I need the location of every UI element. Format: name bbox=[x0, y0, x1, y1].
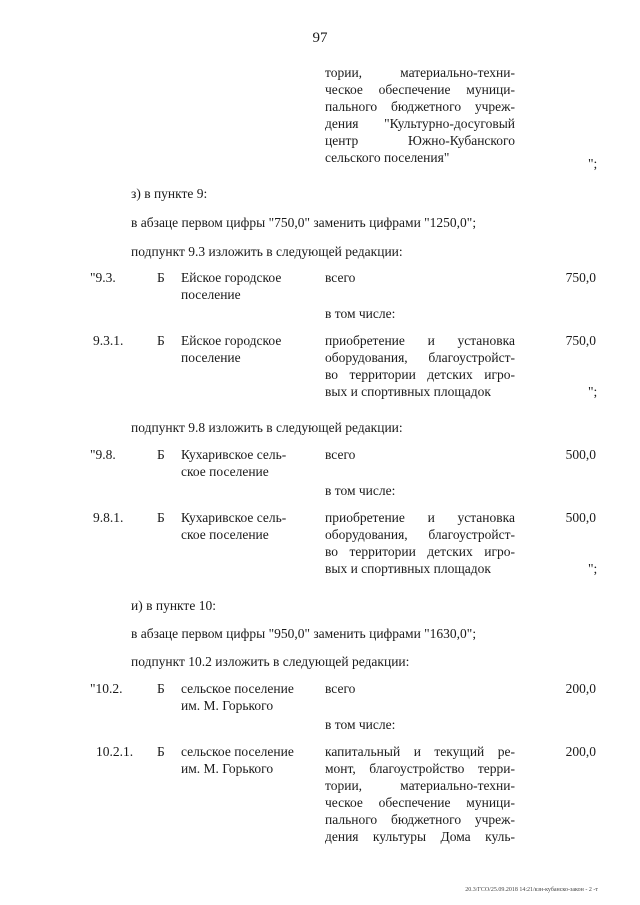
row-description-line: вых и спортивных площадок bbox=[325, 561, 491, 576]
row-amount: 200,0 bbox=[565, 744, 596, 759]
description-line: дения "Культурно-досуговый bbox=[325, 116, 515, 131]
row-number: 9.3.1. bbox=[93, 333, 124, 348]
row-name-line: поселение bbox=[181, 287, 241, 302]
row-description-line: оборудования, благоустройст- bbox=[325, 350, 515, 365]
description-line: центр Южно-Кубанского bbox=[325, 133, 515, 148]
description-line: сельского поселения" bbox=[325, 150, 450, 165]
row-description-line: капитальный и текущий ре- bbox=[325, 744, 515, 759]
closing-quote: "; bbox=[588, 156, 598, 171]
row-description-line: оборудования, благоустройст- bbox=[325, 527, 515, 542]
row-amount: 500,0 bbox=[565, 447, 596, 462]
description-line: пального бюджетного учреж- bbox=[325, 99, 515, 114]
description-line: ческое обеспечение муници- bbox=[325, 82, 515, 97]
row-name-line: Кухаривское сель- bbox=[181, 510, 287, 525]
row-number: "9.3. bbox=[90, 270, 116, 285]
row-description-line: во территории детских игро- bbox=[325, 544, 515, 559]
row-description-line: вых и спортивных площадок bbox=[325, 384, 491, 399]
closing-quote: "; bbox=[588, 384, 598, 399]
paragraph: в абзаце первом цифры "750,0" заменить цифрами "1250,0"; bbox=[131, 215, 477, 230]
row-amount: 200,0 bbox=[565, 681, 596, 696]
closing-quote: "; bbox=[588, 561, 598, 576]
paragraph: в абзаце первом цифры "950,0" заменить цифрами "1630,0"; bbox=[131, 626, 477, 641]
paragraph: подпункт 9.8 изложить в следующей редакции: bbox=[131, 420, 403, 435]
row-number: "9.8. bbox=[90, 447, 116, 462]
row-name-line: Ейское городское bbox=[181, 270, 282, 285]
row-name-line: сельское поселение bbox=[181, 744, 294, 759]
including-label: в том числе: bbox=[325, 306, 396, 321]
row-amount: 500,0 bbox=[565, 510, 596, 525]
row-category: Б bbox=[157, 510, 165, 525]
row-description-line: ческое обеспечение муници- bbox=[325, 795, 515, 810]
description-line: тории, материально-техни- bbox=[325, 65, 515, 80]
row-description-line: приобретение и установка bbox=[325, 333, 515, 348]
section-heading: и) в пункте 10: bbox=[131, 598, 216, 613]
page-number: 97 bbox=[312, 30, 328, 46]
row-category: Б bbox=[157, 744, 165, 759]
row-number: 10.2.1. bbox=[96, 744, 134, 759]
including-label: в том числе: bbox=[325, 483, 396, 498]
document-footer: 20.3/ГСО/25.09.2018 14:21/кзн-кубанско-закон - 2 -т bbox=[465, 887, 598, 893]
row-name-line: сельское поселение bbox=[181, 681, 294, 696]
row-description-line: монт, благоустройство терри- bbox=[325, 761, 515, 776]
row-amount: 750,0 bbox=[565, 270, 596, 285]
row-name-line: ское поселение bbox=[181, 527, 269, 542]
row-category: Б bbox=[157, 447, 165, 462]
row-description-line: во территории детских игро- bbox=[325, 367, 515, 382]
row-name-line: им. М. Горького bbox=[181, 698, 274, 713]
row-category: Б bbox=[157, 270, 165, 285]
row-description-line: тории, материально-техни- bbox=[325, 778, 515, 793]
row-description: всего bbox=[325, 270, 356, 285]
row-name-line: ское поселение bbox=[181, 464, 269, 479]
row-category: Б bbox=[157, 681, 165, 696]
row-name-line: Кухаривское сель- bbox=[181, 447, 287, 462]
paragraph: подпункт 9.3 изложить в следующей редакции: bbox=[131, 244, 403, 259]
row-description: всего bbox=[325, 681, 356, 696]
row-name-line: им. М. Горького bbox=[181, 761, 274, 776]
row-description: всего bbox=[325, 447, 356, 462]
section-heading: з) в пункте 9: bbox=[131, 186, 208, 201]
row-number: 9.8.1. bbox=[93, 510, 124, 525]
row-description-line: пального бюджетного учреж- bbox=[325, 812, 515, 827]
row-amount: 750,0 bbox=[565, 333, 596, 348]
row-category: Б bbox=[157, 333, 165, 348]
including-label: в том числе: bbox=[325, 717, 396, 732]
row-description-line: дения культуры Дома куль- bbox=[325, 829, 515, 844]
row-name-line: Ейское городское bbox=[181, 333, 282, 348]
paragraph: подпункт 10.2 изложить в следующей редакции: bbox=[131, 654, 410, 669]
row-name-line: поселение bbox=[181, 350, 241, 365]
row-number: "10.2. bbox=[90, 681, 123, 696]
row-description-line: приобретение и установка bbox=[325, 510, 515, 525]
